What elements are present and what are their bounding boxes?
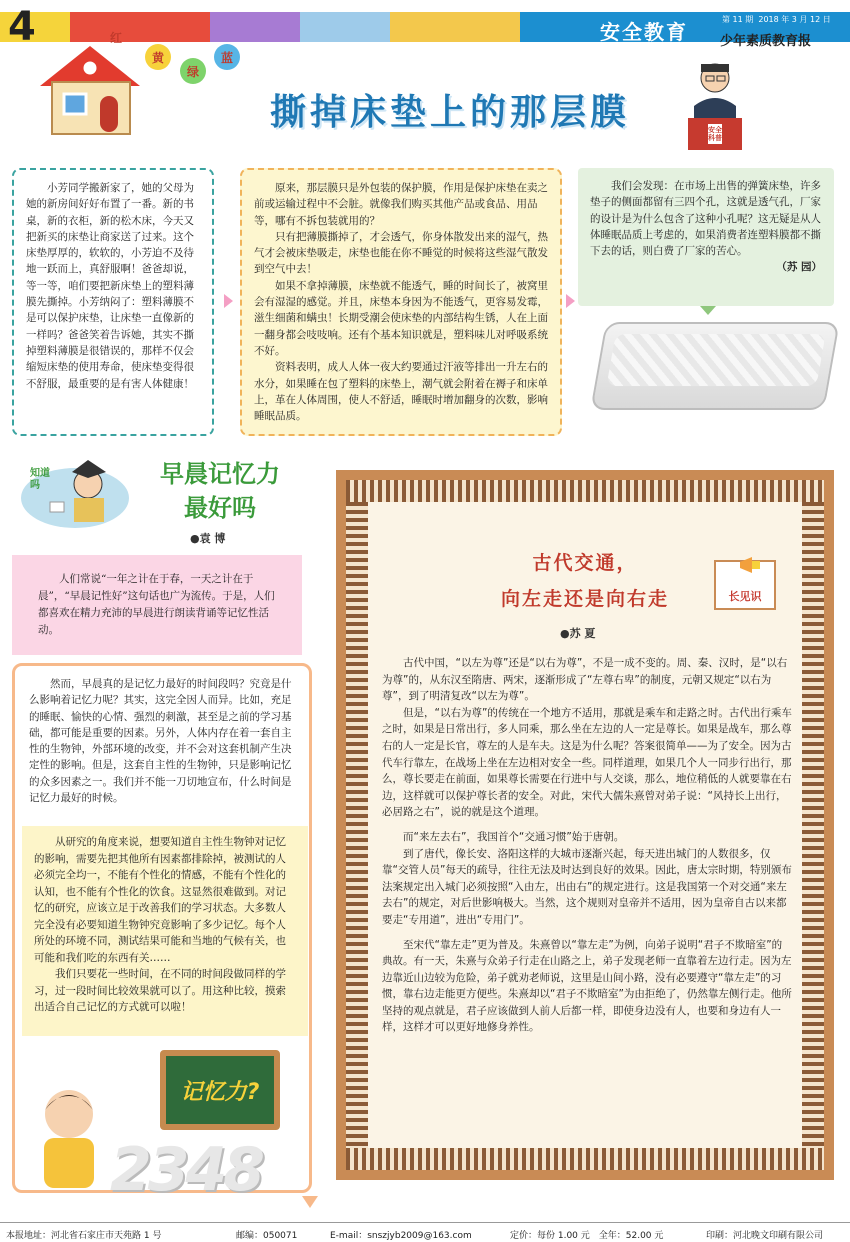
article1-intro [12,168,214,436]
article2-author: ●袁 博 [190,532,226,545]
chalkboard-text: 记忆力? [180,1079,260,1105]
article2-intro-text: 人们常说“一年之计在于春，一天之计在于晨”，“早晨记性好”这句话也广为流传。于是，人们都喜欢在精力充沛的早晨进行朗读背诵等记忆性活动。 [38,573,275,636]
frame-pattern-bottom [346,1148,824,1170]
article2-highlight [22,826,308,1036]
article1-body-p2: 只有把薄膜撕掉了，才会透气，你身体散发出来的湿气，热气才会被床垫吸走，床垫也能在你不睡觉的时候将这些湿气散发到空气中去！ [254,230,548,276]
footer-email: E-mail：snszjyb2009@163.com [330,1231,472,1241]
section-title: 安全教育 [600,20,688,44]
article3-body-p1: 古代中国，“以左为尊”还是“以右为尊”，不是一成不变的。周、秦、汉时，是“以右为尊”的，从东汉至隋唐、两宋，逐渐形成了“左尊右卑”的制度，元朝又规定“以右为尊”，到了明清复改“以左为尊”。 [382,657,788,703]
footer-postcode: 邮编：050071 [236,1231,298,1241]
footer-address: 本报地址：河北省石家庄市天苑路 1 号 [6,1231,162,1241]
color-circle-green: 绿 [180,58,206,84]
article2-body-text: 然而，早晨真的是记忆力最好的时间段吗？究竟是什么影响着记忆力呢？其实，这完全因人而异。比如，充足的睡眠、愉快的心情、强烈的刺激，甚至是之前的学习基础，都可能是重要的因素。另外，人体内存在着一套自主性的生物钟，外部环境的改变，并不会对这套机制产生决定性的影响。但是，这套自主性的生物钟，只是影响记忆的众多因素之一。我们并不能一刀切地宣布，什么时间是记忆力最好的时候。 [29,678,292,805]
article3-title-line2: 向左走还是向右走 [500,588,669,610]
article3-badge-text: 长见识 [728,590,762,603]
article2-box-p1: 从研究的角度来说，想要知道自主性生物钟对记忆的影响，需要先把其他所有因素都排除掉，被测试的人必须完全均一，不能有个性化的情感，不能有个性化的认知，也不能有个性化的饮食。这显然很难做到。对记忆的研究，应该立足于改善我们的学习状态。大多数人完全没有必要知道生物钟究竟影响了多少记忆。每个人所处的环境不同，测试结果可能和当地的气候有关，也可能和我们吃的东西有关…… [34,836,286,964]
article2-tag: 知道吗 [30,468,50,491]
article1-body-p1: 原来，那层膜只是外包装的保护膜，作用是保护床垫在卖之前或运输过程中不会脏。就像我们购买其他产品或食品、用品等，哪有不拆包装就用的？ [254,182,548,227]
frame-pattern-right [802,502,824,1148]
article3-body-p2: 但是，“以右为尊”的传统在一个地方不适用，那就是乘车和走路之时。古代出行乘车之时，如果是日常出行，多人同乘，那么坐在左边的人一定是尊长。如果是战车，那么尊右的人一定是长官，尊左的人是车夫。这是为什么呢？答案很简单——为了安全。因为古代车行靠左，在战场上坐在左边相对安全一些。同样道理，如果几个人一同步行出行，那么，尊长要走在前面，如果尊长需要在行进中与人交谈，那么，地位稍低的人就要靠在右边，这样就可以保护尊长者的安全。对此，宋代大儒朱熹曾对弟子说：“风持长上出行，必居路之右”，说的就是这个道理。 [382,706,792,819]
article1-tail [578,168,834,306]
article1-intro-text: 小芳同学搬新家了，她的父母为她的新房间好好布置了一番。新的书桌，新的衣柜，新的松木床，今天又把新买的床垫让商家送了过来。这个床垫厚厚的，软软的，小芳迫不及待地一跃而上，真舒服啊！爸爸却说，等一等，咱们要把新床垫上的塑料薄膜先撕掉。小芳纳闷了：塑料薄膜不是可以保护床垫，让床垫一直像新的一样吗？爸爸笑着告诉她，其实不撕掉塑料薄膜是很错误的，那样不仅会缩短床垫的使用寿命，使床垫变得很不舒服，最重要的是有害人体健康！ [26,182,194,390]
header-bar-yellow [390,12,520,42]
issue-date: 2018 年 3 月 12 日 [758,15,831,24]
frame-pattern-top [346,480,824,502]
child-illustration [24,1080,114,1200]
color-circle-red: 红 [109,30,122,45]
header-bar-purple [210,12,300,42]
paper-name: 少年素质教育报 [720,34,812,49]
article1-body-p4: 资料表明，成人人体一夜大约要通过汗液等排出一升左右的水分，如果睡在包了塑料的床垫上，潮气就会附着在褥子和床单上，革在人体周围，使人不舒适，睡眠时增加翻身的次数，影响睡眠品质。 [254,361,548,423]
arrow-down-icon [700,306,716,315]
article3-body [382,655,792,1125]
issue-info [722,14,831,25]
numbers-decoration: 2348 [110,1135,261,1205]
article2-intro [12,555,302,655]
footer-divider [0,1222,850,1223]
color-circle-blue: 蓝 [214,44,240,70]
article3-body-p3: 而“来左去右”，我国首个“交通习惯”始于唐朝。 [403,830,625,843]
article1-body-p3: 如果不拿掉薄膜，床垫就不能透气，睡的时间长了，被窝里会有湿湿的感觉。并且，床垫本身因为不能透气，更容易发霉，滋生细菌和螨虫！长期受潮会使床垫的内部结构生锈，人在上面一翻身都会吱吱响。还有个基本知识就是，塑料味儿对呼吸系统不好。 [254,279,548,357]
header-bar-lightblue [300,12,390,42]
arrow-right-icon [224,294,233,308]
article3-body-p5: 至宋代“靠左走”更为普及。朱熹曾以“靠左走”为例，向弟子说明“君子不欺暗室”的典故。有一天，朱熹与众弟子行走在山路之上，弟子发现老师一直靠着左边行走。因为左边靠近山边较为危险，弟子就劝老师说，这里是山间小路，没有必要遵守“靠左走”的习惯，靠右边走能更方便些。朱熹却以“君子不欺暗室”为由拒绝了，仍然靠左侧行走。他所坚持的观点就是，君子应该做到人前人后都一样，即使身边没有人，也要和身边有人一样，这样才可以更好地修身养性。 [382,938,792,1034]
article3-author: ●苏 夏 [560,627,596,640]
article1-author: （苏 园） [776,261,822,274]
footer-price: 定价：每份 1.00 元 全年：52.00 元 [510,1231,664,1241]
color-circle-yellow: 黄 [145,44,171,70]
arrow-right-icon [566,294,575,308]
article1-badge: 安全科普 [708,126,722,142]
mattress-image [590,322,840,410]
article2-title-line2: 最好吗 [184,494,256,522]
article1-tail-text: 我们会发现：在市场上出售的弹簧床垫，许多垫子的侧面都留有三四个孔，这就是透气孔，厂家的设计是为什么包含了这种小孔呢？这无疑是从人体睡眠品质上考虑的，如果消费者连塑料膜都不撕下去的话，则白费了厂家的苦心。 [590,180,821,258]
chalkboard-illustration [160,1050,280,1130]
footer [0,1224,850,1242]
page-number: 4 [8,4,36,50]
frame-pattern-left [346,502,368,1148]
arrow-down-icon [302,1196,318,1208]
article2-title [140,457,300,525]
article2-title-line1: 早晨记忆力 [160,460,280,488]
article3-title-line1: 古代交通， [532,552,638,574]
article1-body [240,168,562,436]
footer-printer: 印刷：河北晚文印刷有限公司 [706,1231,824,1241]
house-logo-icon [30,38,150,138]
article1-title: 撕掉床垫上的那层膜 [270,92,631,133]
article2-box-p2: 我们只要花一些时间，在不同的时间段做同样的学习，过一段时间比较效果就可以了。用这种比较，摸索出适合自己记忆的方式就可以啦！ [34,968,286,1013]
article3-body-p4: 到了唐代，像长安、洛阳这样的大城市逐渐兴起，每天进出城门的人数很多，仅靠“交管人员”每天的疏导，往往无法及时达到良好的效果。因此，唐太宗时期，特别颁布法案规定出入城门必须按照“入由左，出由右”的规定进行。这是我国第一个对交通“来左去右”的规定，对后世影响极大。当然，这个规则对皇帝并不适用，因为皇帝自古以来都要走“专用道”，进出“专用门”。 [382,847,792,926]
megaphone-icon [738,556,764,574]
issue-number: 第 11 期 [722,15,754,24]
